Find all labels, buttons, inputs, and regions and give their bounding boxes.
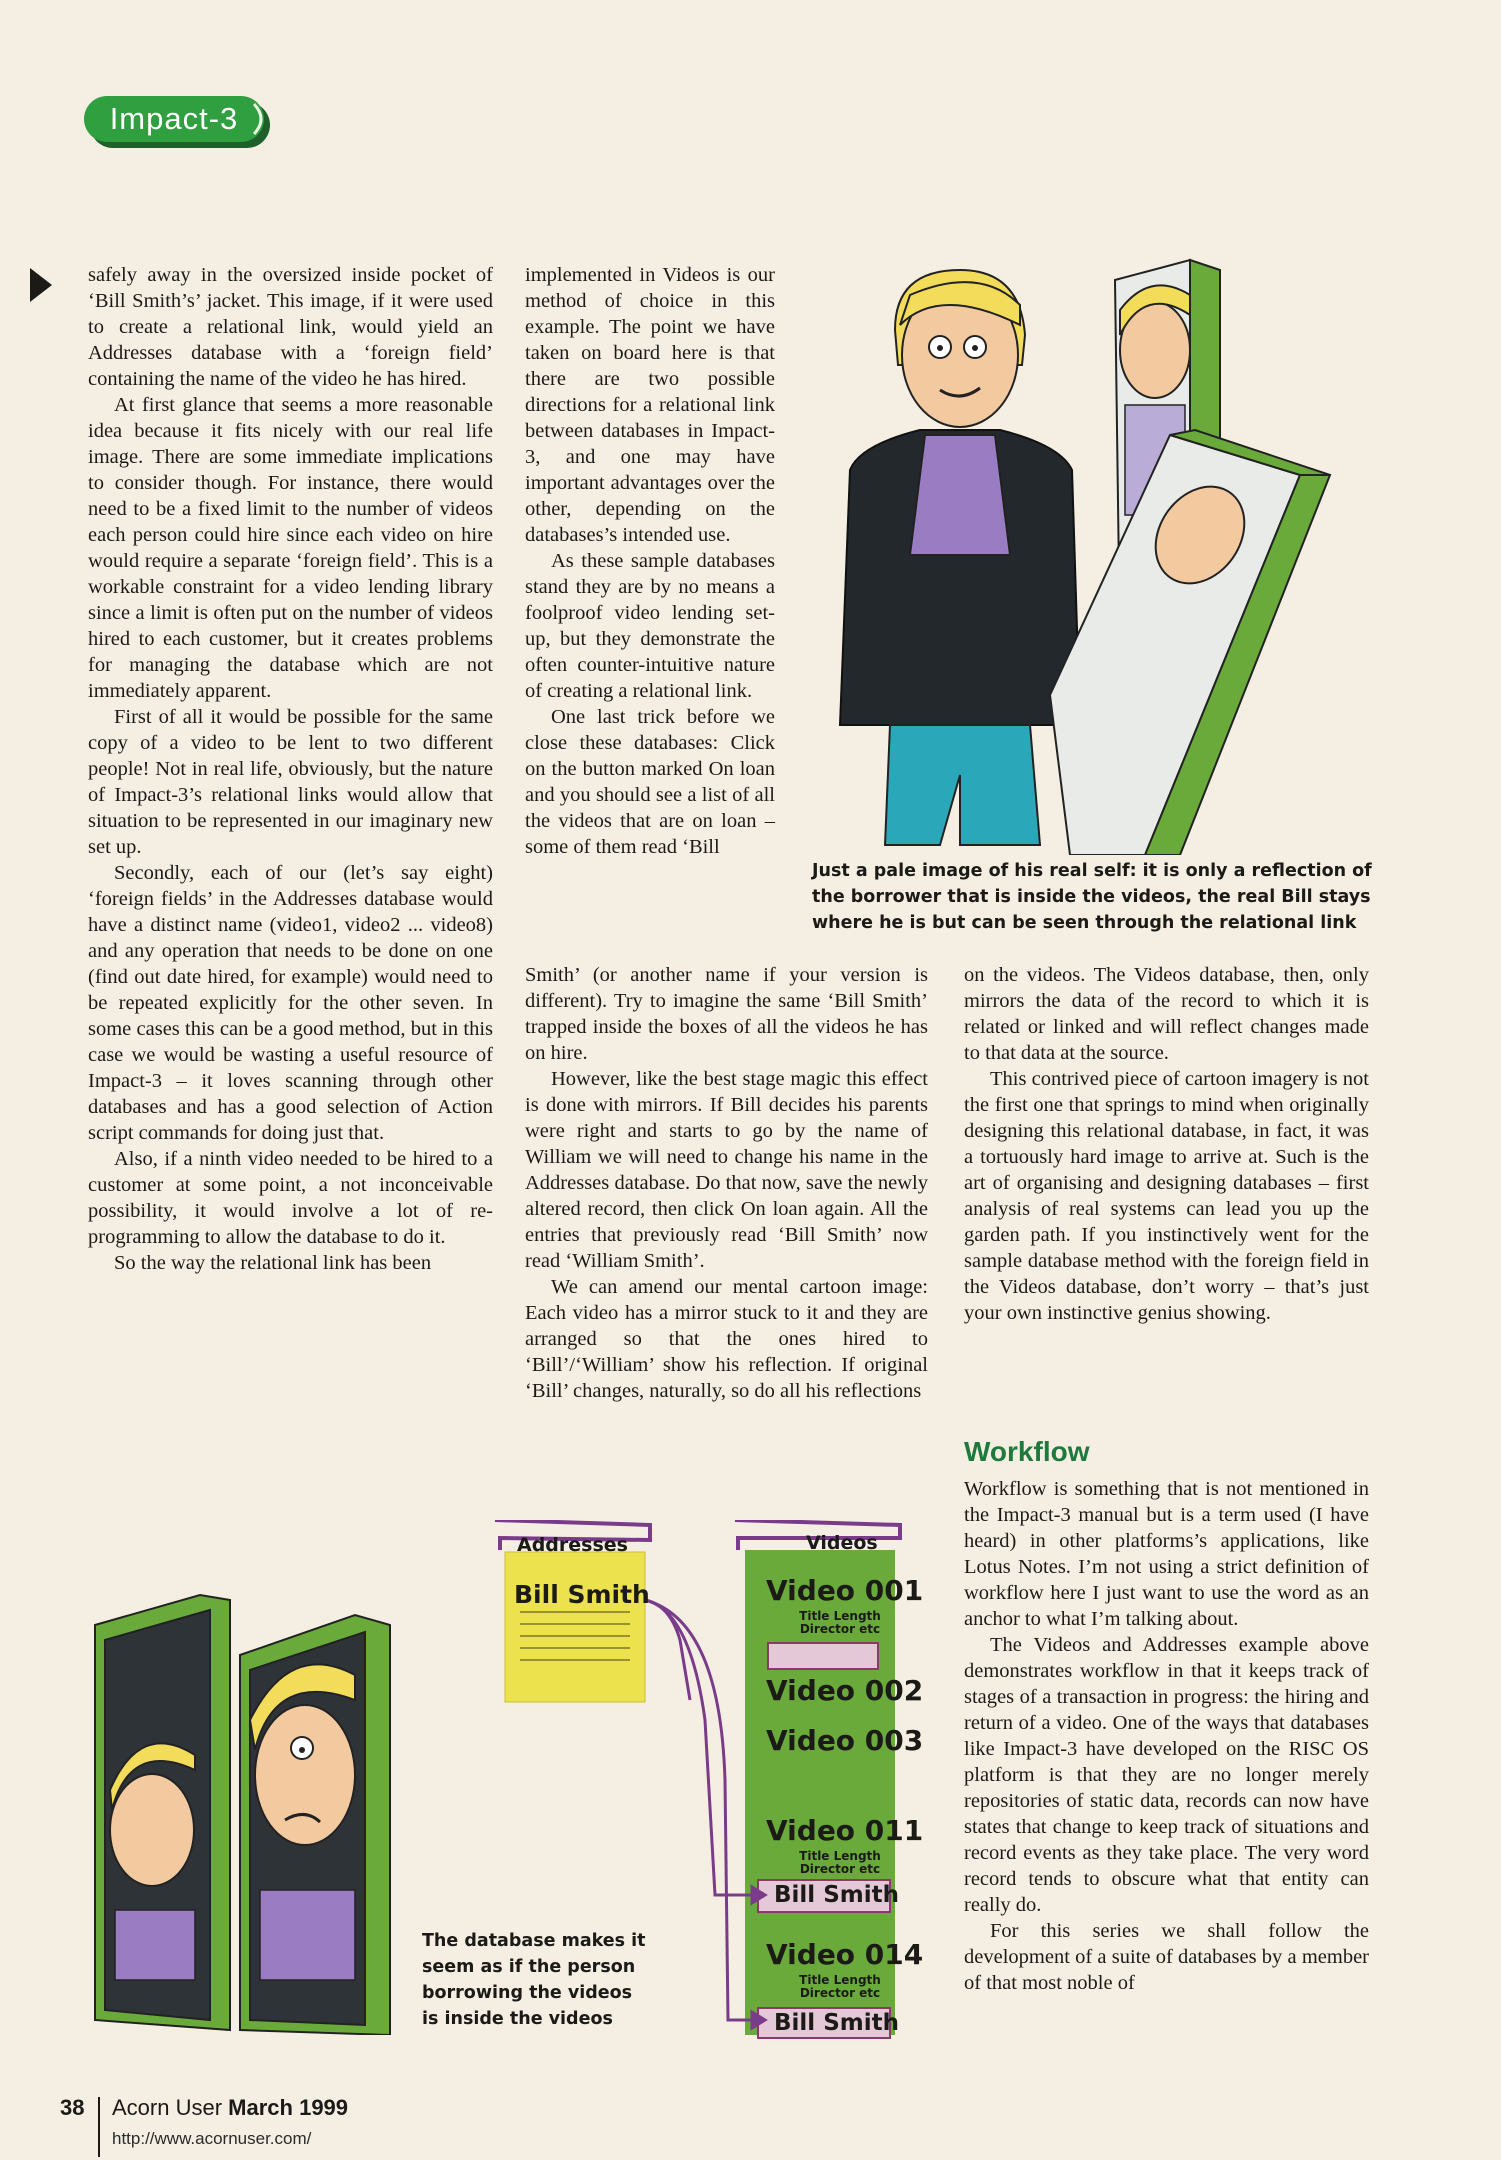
mirror-caption [812, 858, 1372, 936]
mirror-panels-illustration [1050, 260, 1330, 855]
addresses-title: Addresses [517, 1534, 628, 1556]
magazine-name: Acorn User [112, 2095, 223, 2120]
article-column-2-bottom [525, 962, 928, 1404]
footer-title [112, 2095, 348, 2121]
continuation-arrow-icon [30, 268, 52, 302]
caption-line: the borrower that is inside the videos, the real Bill stays [812, 887, 1371, 907]
paragraph: For this series we shall follow the development of a suite of databases by a member of that most noble of [964, 1920, 1369, 1994]
paragraph: Also, if a ninth video needed to be hired to a customer at some point, a not inconceivable possibility, it would involve a lot of re-programming to allow the database to do it. [88, 1148, 493, 1248]
video-boxes-illustration [90, 1560, 430, 2035]
video-011-borrower: Bill Smith [774, 1882, 899, 1908]
paragraph: Workflow is something that is not mentioned in the Impact-3 manual but is a term used (I have heard) in other platforms’s applications, like Lotus Notes. I’m not using a strict definition of workflow here I just want to use the word as an anchor to what I’m talking about. [964, 1478, 1369, 1630]
video-detail: Director etc [799, 1862, 881, 1876]
mirror-illustration [800, 255, 1380, 855]
videos-title: Videos [806, 1532, 878, 1554]
paragraph: One last trick before we close these databases: Click on the button marked On loan and you should see a list of all the videos that are on loan – some of them read ‘Bill [525, 706, 775, 858]
video-001-details [770, 1610, 910, 1636]
article-column-3-top [964, 962, 1369, 1326]
video-detail: Director etc [799, 1622, 881, 1636]
section-tab-label: Impact-3 [109, 101, 239, 136]
paragraph: However, like the best stage magic this effect is done with mirrors. If Bill decides his parents were right and starts to go by the name of William we will need to change his name in the Addresses database. Do that now, save the newly altered record, then click On loan again. All the entries that previously read ‘Bill Smith’ now read ‘William Smith’. [525, 1068, 928, 1272]
caption-line: is inside the videos [422, 2009, 613, 2029]
caption-line: where he is but can be seen through the relational link [812, 913, 1357, 933]
video-detail: Title Length [799, 1973, 881, 1987]
video-detail: Title Length [799, 1609, 881, 1623]
workflow-heading: Workflow [964, 1436, 1090, 1467]
paragraph: As these sample databases stand they are by no means a foolproof video lending set-up, but they demonstrate the often counter-intuitive nature of creating a relational link. [525, 550, 775, 702]
video-detail: Director etc [799, 1986, 881, 2000]
paragraph: First of all it would be possible for the same copy of a video to be lent to two different people! Not in real life, obviously, but the nature of Impact-3’s relational links would allow that situation to be represented in our imaginary new set up. [88, 706, 493, 858]
video-014-borrower: Bill Smith [774, 2010, 899, 2036]
article-column-1 [88, 262, 493, 1276]
video-003-label: Video 003 [766, 1724, 924, 1757]
video-001-label: Video 001 [766, 1574, 924, 1607]
caption-line: borrowing the videos [422, 1983, 633, 2003]
video-014-details [770, 1974, 910, 2000]
paragraph: implemented in Videos is our method of choice in this example. The point we have taken on board here is that there are two possible directions for a relational link between databases in Impact-3, and one may have important advantages over the other, depending on the databases’s intended use. [525, 264, 775, 546]
issue-date: March 1999 [228, 2095, 349, 2120]
video-011-label: Video 011 [766, 1814, 924, 1847]
page-number: 38 [60, 2095, 85, 2120]
video-detail: Title Length [799, 1849, 881, 1863]
paragraph: This contrived piece of cartoon imagery is not the first one that springs to mind when originally designing this relational database, in fact, it was a tortuously hard image to arrive at. Such is the art of organising and designing databases – first analysis of real systems can lead you up the garden path. If you instinctively went for the sample database method with the foreign field in the Videos database, don’t worry – that’s just your own instinctive genius showing. [964, 1068, 1369, 1324]
paragraph: on the videos. The Videos database, then, only mirrors the data of the record to which it is related or linked and will reflect changes made to that data at the source. [964, 964, 1369, 1064]
caption-line: seem as if the person [422, 1957, 636, 1977]
paragraph: The Videos and Addresses example above demonstrates workflow in that it keeps track of stages of a transaction in progress: the hiring and return of a video. One of the ways that databases like Impact-3 have developed on the RISC OS platform is that they are no longer merely repositories of static data, records can now have states that change to keep track of situations and record events as they take place. The very word record tends to obscure what that entity can really do. [964, 1634, 1369, 1916]
video-002-label: Video 002 [766, 1674, 924, 1707]
video-011-details [770, 1850, 910, 1876]
footer-url[interactable]: http://www.acornuser.com/ [112, 2129, 312, 2148]
article-column-2-top [525, 262, 775, 860]
video-box-right-illustration [240, 1615, 390, 2035]
caption-line: The database makes it [422, 1931, 646, 1951]
paragraph: At first glance that seems a more reasonable idea because it fits nicely with our real life image. There are some immediate implications to consider though. For instance, there would need to be a fixed limit to the number of videos each person could hire since each video on hire would require a separate ‘foreign field’. This is a workable constraint for a video lending library since a limit is often put on the number of videos hired to each customer, but it creates problems for managing the database which are not immediately apparent. [88, 394, 493, 702]
video-box-left-illustration [95, 1595, 230, 2030]
video-014-label: Video 014 [766, 1938, 924, 1971]
paragraph: Smith’ (or another name if your version is different). Try to imagine the same ‘Bill Smith’ trapped inside the boxes of all the videos he has on hire. [525, 964, 928, 1064]
article-column-3-bottom [964, 1476, 1369, 1996]
footer-divider [98, 2097, 100, 2157]
caption-line: Just a pale image of his real self: it is only a reflection of [812, 861, 1372, 881]
bill-figure-illustration [840, 270, 1080, 845]
paragraph: safely away in the oversized inside pocket of ‘Bill Smith’s’ jacket. This image, if it were used to create a relational link, would yield an Addresses database with a ‘foreign field’ containing the name of the video he has hired. [88, 264, 493, 390]
addresses-record-name: Bill Smith [514, 1580, 650, 1609]
paragraph: Secondly, each of our (let’s say eight) ‘foreign fields’ in the Addresses database would have a distinct name (video1, video2 ... video8) and any operation that needs to be done on one (find out date hired, for example) would need to be repeated explicitly for the other seven. In some cases this can be a good method, but in this case we would be wasting a useful resource of Impact-3 – it loves scanning through other databases and has a good selection of Action script commands for doing just that. [88, 862, 493, 1144]
database-caption [422, 1928, 652, 2032]
section-tab [84, 94, 276, 152]
paragraph: So the way the relational link has been [114, 1252, 432, 1274]
paragraph: We can amend our mental cartoon image: Each video has a mirror stuck to it and they are arranged so that the ones hired to ‘Bill’/‘William’ show his reflection. If original ‘Bill’ changes, naturally, so do all his reflections [525, 1276, 928, 1402]
